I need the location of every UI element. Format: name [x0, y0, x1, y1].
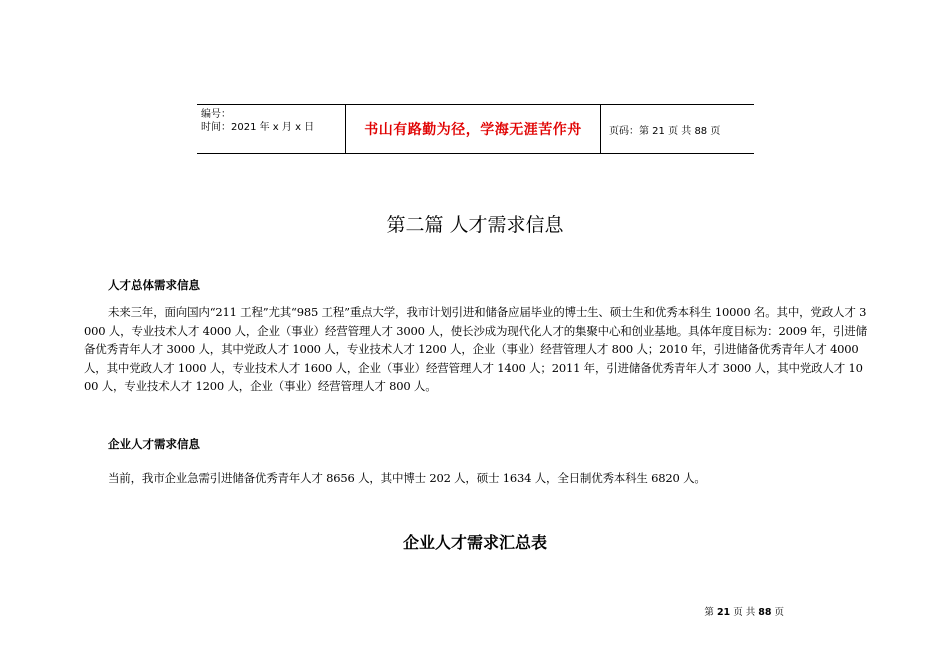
footer-middle: 页 共: [730, 607, 759, 618]
header-page-cell: [601, 105, 754, 153]
page-number-label: 页码：第 21 页 共 88 页: [609, 125, 721, 137]
chapter-title: 第二篇 人才需求信息: [386, 214, 564, 236]
paragraph-overall: 未来三年，面向国内“211 工程”尤其“985 工程”重点大学，我市计划引进和储备应届毕业的博士生、硕士生和优秀本科生 10000 名。其中，党政人才 3000 人，专业技术人才 4000 人，企业（事业）经营管理人才 3000 人，使长沙成为现代化人才的集聚中心和创业基地。具体年度目标为：2009 年，引进储备优秀青年人才 3000 人，其中党政人才 1000 人，专业技术人才 1200 人，企业（事业）经营管理人才 800 人；2010 年，引进储备优秀青年人才 4000 人，其中党政人才 1000 人，专业技术人才 1600 人，企业（事业）经营管理人才 1400 人；2011 年，引进储备优秀青年人才 3000 人，其中党政人才 1000 人，专业技术人才 1200 人，企业（事业）经营管理人才 800 人。: [84, 305, 867, 394]
footer-page-number: 21: [716, 607, 731, 618]
section-heading-overall: 人才总体需求信息: [108, 278, 200, 292]
footer-prefix: 第: [704, 607, 717, 618]
page-footer: [704, 604, 784, 618]
table-title: 企业人才需求汇总表: [402, 533, 547, 552]
document-header: [197, 104, 754, 154]
serial-number-label: 编号：: [201, 109, 231, 120]
footer-total-pages: 88: [758, 607, 772, 618]
motto-text: 书山有路勤为径，学海无涯苦作舟: [364, 122, 582, 138]
header-meta: [197, 105, 345, 153]
date-label: 时间：2021 年 x 月 x 日: [201, 122, 315, 133]
paragraph-enterprise: 当前，我市企业急需引进储备优秀青年人才 8656 人，其中博士 202 人，硕士 1634 人，全日制优秀本科生 6820 人。: [108, 471, 706, 485]
header-motto-cell: [345, 105, 601, 153]
footer-suffix: 页: [771, 607, 784, 618]
section-heading-enterprise: 企业人才需求信息: [108, 437, 200, 451]
